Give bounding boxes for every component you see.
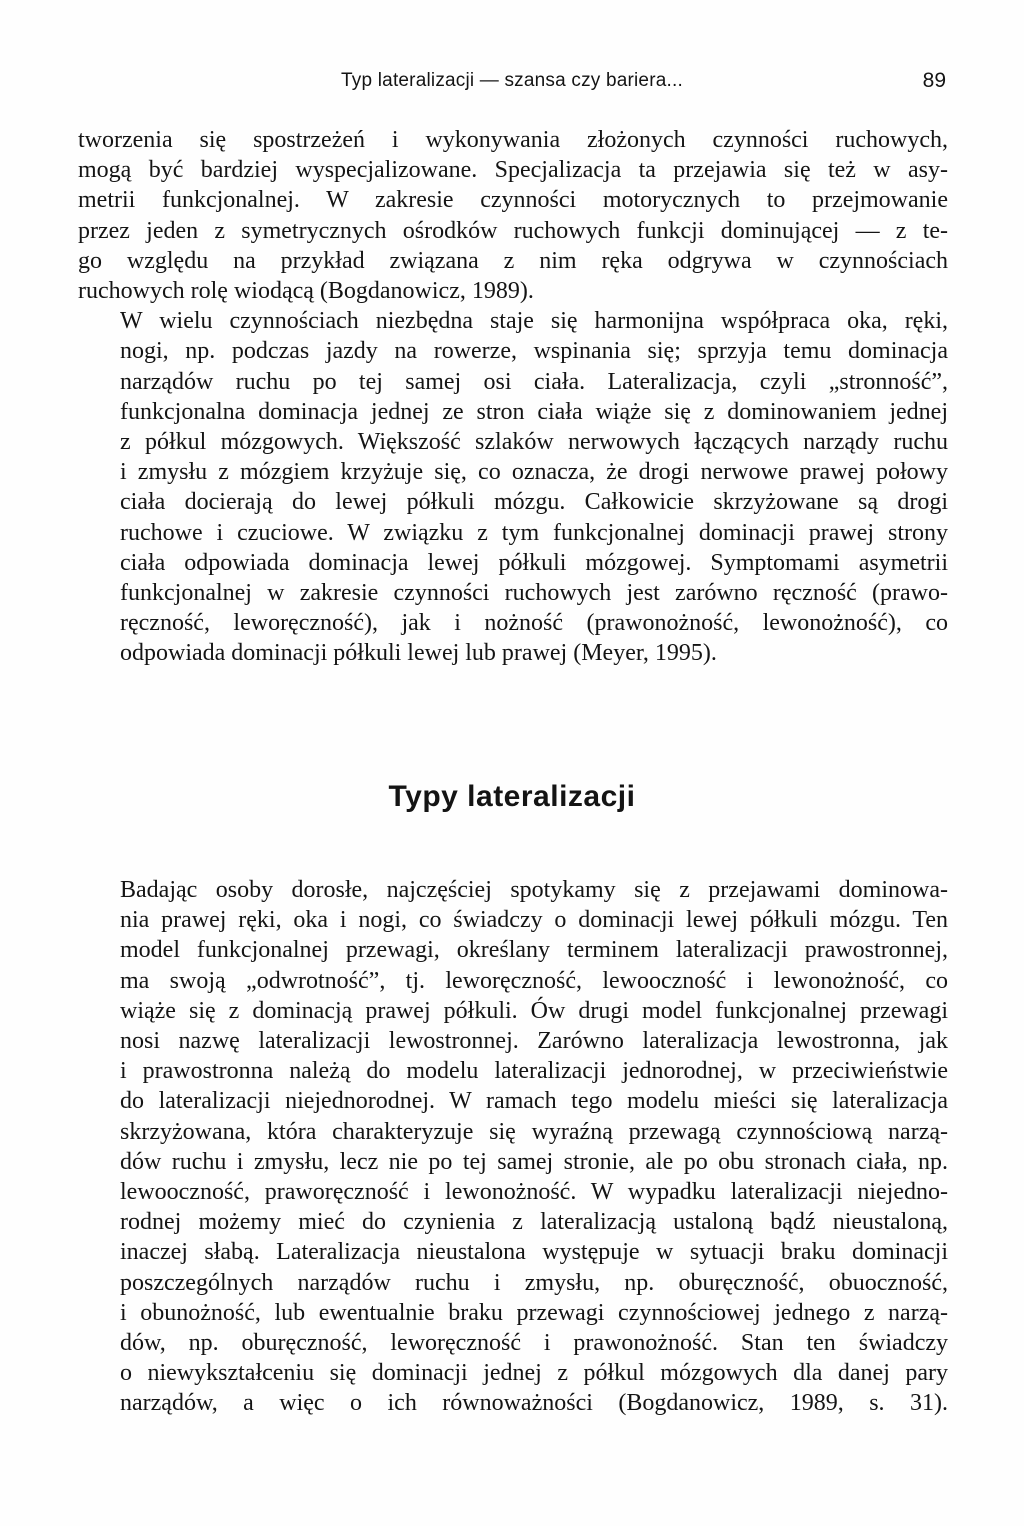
text-line: metrii funkcjonalnej. W zakresie czynności motorycznych to przejmowanie — [78, 187, 948, 214]
text-line: odpowiada dominacji półkuli lewej lub prawej (Meyer, 1995). — [120, 640, 717, 667]
text-line: W wielu czynnościach niezbędna staje się harmonijna współpraca oka, ręki, — [120, 308, 948, 335]
text-line: wiąże się z dominacją prawej półkuli. Ów drugi model funkcjonalnej przewagi — [120, 997, 948, 1024]
text-line: nosi nazwę lateralizacji lewostronnej. Zarówno lateralizacja lewostronna, jak — [120, 1028, 948, 1055]
text-line: funkcjonalna dominacja jednej ze stron ciała wiąże się z dominowaniem jednej — [120, 398, 948, 425]
text-line: i zmysłu z mózgiem krzyżuje się, co oznacza, że drogi nerwowe prawej połowy — [120, 459, 948, 486]
section-heading: Typy lateralizacji — [388, 780, 636, 813]
text-line: mogą być bardziej wyspecjalizowane. Specjalizacja ta przejawia się też w asy- — [78, 157, 948, 184]
paragraph — [78, 875, 948, 1419]
text-line: dów ruchu i zmysłu, lecz nie po tej samej stronie, ale po obu stronach ciała, np. — [120, 1148, 948, 1175]
text-line: nogi, np. podczas jazdy na rowerze, wspinania się; sprzyja temu dominacja — [120, 338, 948, 365]
running-header — [78, 66, 946, 96]
text-line: poszczególnych narządów ruchu i zmysłu, np. oburęczność, obuoczność, — [120, 1269, 948, 1296]
text-line: i obunożność, lub ewentualnie braku przewagi czynnościowej jednego z narzą- — [120, 1299, 948, 1326]
text-line: tworzenia się spostrzeżeń i wykonywania złożonych czynności ruchowych, — [78, 127, 948, 153]
running-title: Typ lateralizacji — szansa czy bariera... — [341, 70, 683, 91]
text-line: narządów ruchu po tej samej osi ciała. Lateralizacja, czyli „stronność”, — [120, 368, 948, 395]
text-line: ręczność, leworęczność), jak i nożność (prawonożność, lewonożność), co — [120, 610, 948, 637]
text-line: model funkcjonalnej przewagi, określany terminem lateralizacji prawostronnej, — [120, 937, 948, 964]
text-line: ma swoją „odwrotność”, tj. leworęczność, lewooczność i lewonożność, co — [120, 967, 948, 994]
text-line: narządów, a więc o ich równoważności (Bogdanowicz, 1989, s. 31). — [120, 1390, 948, 1417]
page-number: 89 — [922, 69, 946, 92]
text-line: przez jeden z symetrycznych ośrodków ruchowych funkcji dominującej — z te- — [78, 217, 948, 244]
text-line: funkcjonalnej w zakresie czynności ruchowych jest zarówno ręczność (prawo- — [120, 580, 948, 607]
text-line: ruchowe i czuciowe. W związku z tym funkcjonalnej dominacji prawej strony — [120, 519, 948, 546]
text-line: dów, np. oburęczność, leworęczność i prawonożność. Stan ten świadczy — [120, 1330, 948, 1357]
text-line: lewooczność, praworęczność i lewonożność. W wypadku lateralizacji niejedno- — [120, 1179, 948, 1206]
text-line: skrzyżowana, która charakteryzuje się wyraźną przewagą czynnościową narzą- — [120, 1118, 948, 1145]
text-line: do lateralizacji niejednorodnej. W ramach tego modelu mieści się lateralizacja — [120, 1088, 948, 1115]
text-line: i prawostronna należą do modelu lateralizacji jednorodnej, w przeciwieństwie — [120, 1058, 948, 1085]
body-text-bottom — [78, 875, 948, 1419]
text-line: ciała docierają do lewej półkuli mózgu. Całkowicie skrzyżowane są drogi — [120, 489, 948, 516]
text-line: rodnej możemy mieć do czynienia z lateralizacją ustaloną bądź nieustaloną, — [120, 1209, 948, 1236]
paragraph — [78, 306, 948, 668]
text-line: inaczej słabą. Lateralizacja nieustalona występuje w sytuacji braku dominacji — [120, 1239, 948, 1266]
text-line: ruchowych rolę wiodącą (Bogdanowicz, 1989). — [78, 278, 534, 305]
body-text-top — [78, 125, 948, 669]
text-line: Badając osoby dorosłe, najczęściej spotykamy się z przejawami dominowa- — [120, 877, 948, 903]
text-line: o niewykształceniu się dominacji jednej z półkul mózgowych dla danej pary — [120, 1360, 948, 1387]
text-line: nia prawej ręki, oka i nogi, co świadczy o dominacji lewej półkuli mózgu. Ten — [120, 907, 948, 934]
paragraph — [78, 125, 948, 306]
text-line: ciała odpowiada dominacja lewej półkuli mózgowej. Symptomami asymetrii — [120, 549, 948, 576]
text-line: z półkul mózgowych. Większość szlaków nerwowych łączących narządy ruchu — [120, 429, 948, 456]
text-line: go względu na przykład związana z nim ręka odgrywa w czynnościach — [78, 247, 948, 274]
